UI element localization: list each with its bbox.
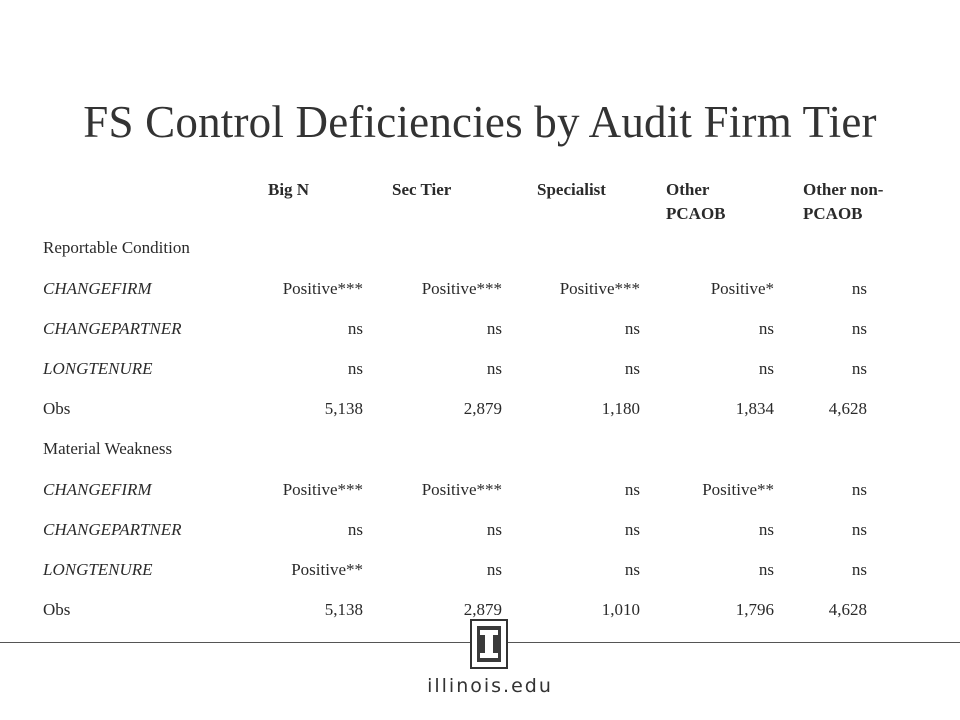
table-cell: ns — [624, 319, 640, 338]
table-row — [0, 558, 960, 582]
row-label: CHANGEFIRM — [43, 480, 152, 499]
illinois-block-i-icon — [470, 619, 508, 669]
table-cell: 2,879 — [463, 399, 502, 418]
row-label: LONGTENURE — [43, 359, 153, 378]
table-cell: Positive*** — [282, 279, 363, 298]
row-label: Reportable Condition — [43, 238, 190, 257]
table-cell: ns — [624, 560, 640, 579]
col-header-specialist — [537, 178, 606, 202]
table-cell: ns — [347, 359, 363, 378]
table-cell: ns — [758, 560, 774, 579]
row-label: CHANGEFIRM — [43, 279, 152, 298]
col-header-line1: Other — [666, 180, 710, 199]
table-cell: ns — [851, 319, 867, 338]
table-cell: ns — [624, 480, 640, 499]
col-header-other-non-pcaob — [803, 178, 883, 226]
table-cell: ns — [486, 319, 502, 338]
table-row-section-material-weakness — [0, 437, 960, 461]
col-header-line1: Specialist — [537, 180, 606, 199]
table-cell: Positive** — [702, 480, 774, 499]
row-label: Material Weakness — [43, 439, 173, 458]
table-cell: ns — [851, 480, 867, 499]
col-header-line1: Other non- — [803, 180, 884, 199]
table-row — [0, 518, 960, 542]
table-row-section-reportable-condition — [0, 236, 960, 260]
col-header-other-pcaob — [666, 178, 726, 226]
col-header-sec-tier — [392, 178, 451, 202]
row-label: LONGTENURE — [43, 560, 153, 579]
table-cell: 1,796 — [735, 600, 774, 619]
table-cell: ns — [851, 279, 867, 298]
table-cell: ns — [758, 359, 774, 378]
table-cell: ns — [758, 319, 774, 338]
table-cell: Positive*** — [421, 480, 502, 499]
row-label: Obs — [43, 399, 71, 418]
table-cell: ns — [758, 520, 774, 539]
table-cell: ns — [486, 520, 502, 539]
table-row — [0, 317, 960, 341]
table-cell: 2,879 — [463, 600, 502, 619]
table-cell: ns — [624, 359, 640, 378]
table-cell: Positive* — [710, 279, 774, 298]
table-row — [0, 277, 960, 301]
table-cell: ns — [347, 520, 363, 539]
slide-title: FS Control Deficiencies by Audit Firm Tier — [83, 97, 877, 147]
table-cell: Positive*** — [559, 279, 640, 298]
col-header-line1: Sec Tier — [392, 180, 452, 199]
table-cell: 1,834 — [735, 399, 774, 418]
table-cell: 4,628 — [828, 399, 867, 418]
col-header-line1: Big N — [268, 180, 310, 199]
table-cell: Positive*** — [282, 480, 363, 499]
row-label: CHANGEPARTNER — [43, 520, 182, 539]
table-cell: ns — [851, 560, 867, 579]
table-cell: ns — [851, 520, 867, 539]
table-cell: 1,010 — [601, 600, 640, 619]
col-header-big-n — [268, 178, 309, 202]
table-cell: ns — [347, 319, 363, 338]
col-header-line2: PCAOB — [803, 204, 863, 223]
table-cell: ns — [486, 359, 502, 378]
table-row — [0, 357, 960, 381]
table-cell: ns — [851, 359, 867, 378]
table-row — [0, 478, 960, 502]
table-cell: 1,180 — [601, 399, 640, 418]
row-label: CHANGEPARTNER — [43, 319, 182, 338]
table-cell: Positive** — [291, 560, 363, 579]
table-row — [0, 397, 960, 421]
row-label: Obs — [43, 600, 71, 619]
table-cell: 5,138 — [324, 600, 363, 619]
table-cell: Positive*** — [421, 279, 502, 298]
table-cell: ns — [486, 560, 502, 579]
table-cell: 5,138 — [324, 399, 363, 418]
col-header-line2: PCAOB — [666, 204, 726, 223]
table-cell: ns — [624, 520, 640, 539]
footer-url: illinois.edu — [427, 675, 553, 697]
table-cell: 4,628 — [828, 600, 867, 619]
